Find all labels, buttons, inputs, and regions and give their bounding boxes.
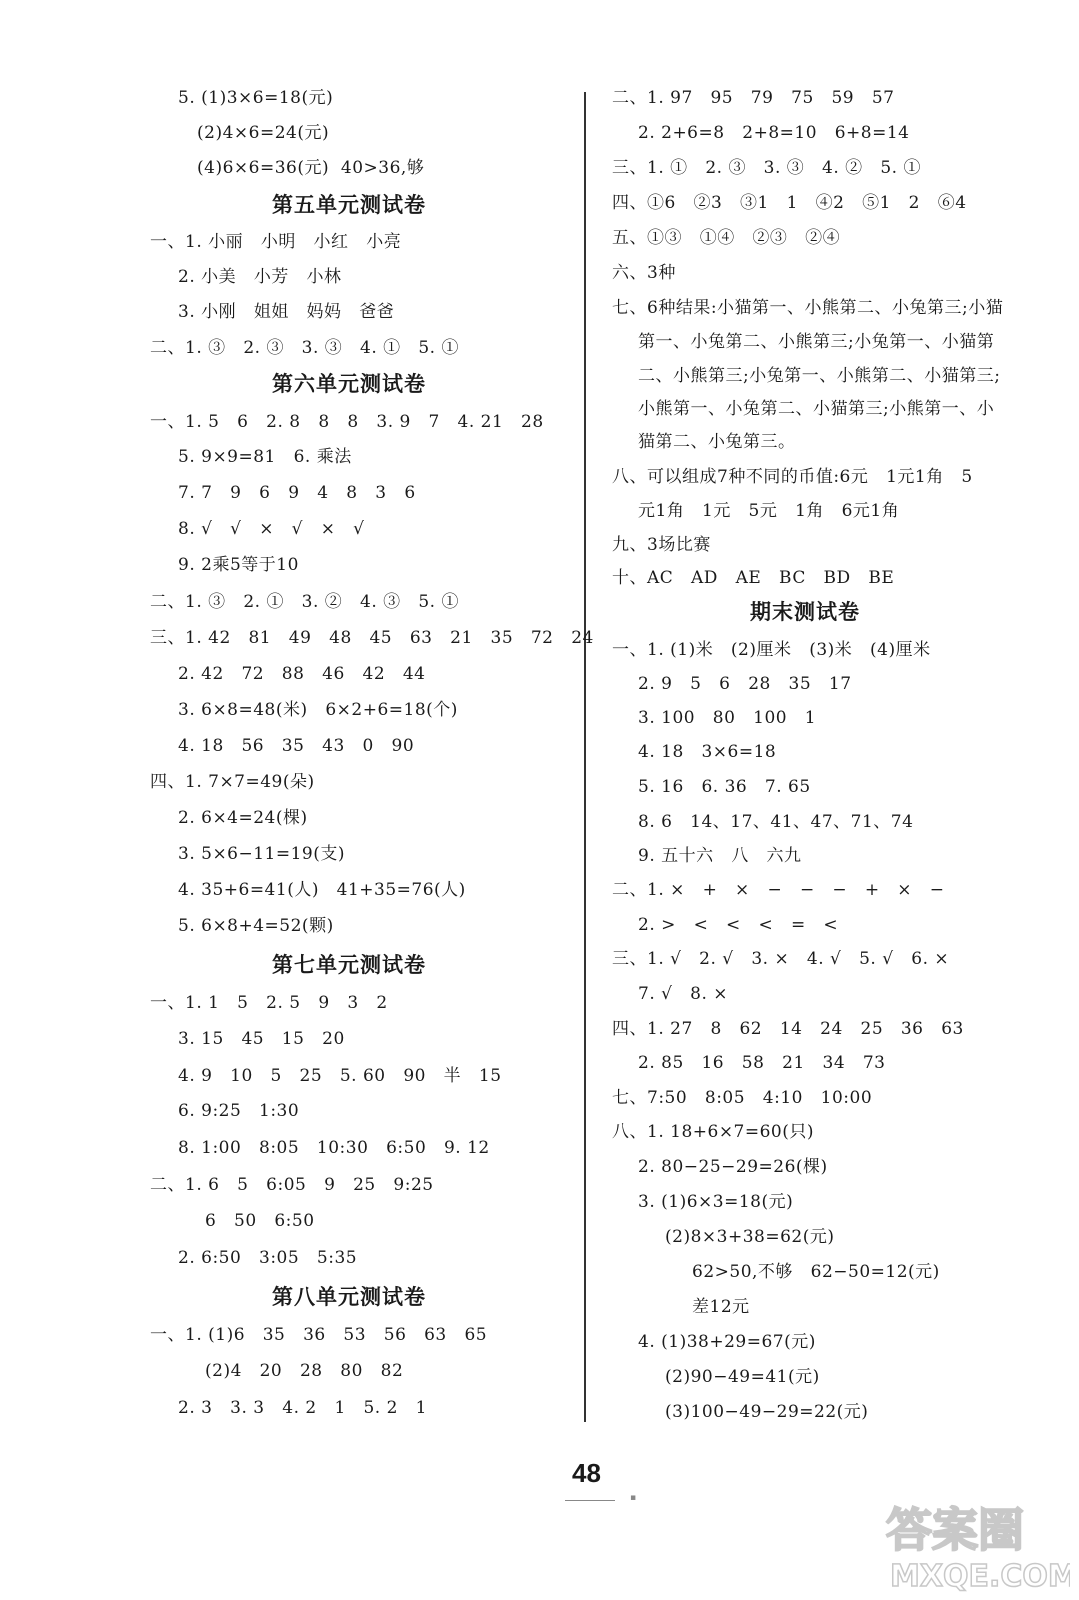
- answer-line: 5. 9×9=81 6. 乘法: [178, 447, 352, 467]
- answer-line: (2)8×3+38=62(元): [665, 1227, 835, 1247]
- answer-line: 3. 6×8=48(米) 6×2+6=18(个): [178, 700, 458, 720]
- answer-line: 八、1. 18+6×7=60(只): [612, 1122, 815, 1142]
- answer-line: 5. 16 6. 36 7. 65: [638, 777, 811, 797]
- answer-line: 猫第二、小兔第三。: [638, 432, 796, 452]
- answer-line: 2. 2+6=8 2+8=10 6+8=14: [638, 123, 910, 143]
- section-heading-unit6: 第六单元测试卷: [272, 371, 426, 396]
- answer-line: 8. √ √ × √ × √: [178, 519, 365, 539]
- answer-line: 四、1. 7×7=49(朵): [150, 772, 315, 792]
- answer-line: 三、1. √ 2. √ 3. × 4. √ 5. √ 6. ×: [612, 949, 950, 969]
- answer-line: 2. > < < < = <: [638, 915, 839, 935]
- answer-line: 小熊第一、小兔第二、小猫第三;小熊第一、小: [638, 399, 995, 419]
- answer-line: 二、1. ③ 2. ① 3. ② 4. ③ 5. ①: [150, 592, 459, 612]
- answer-line: 第一、小兔第二、小熊第三;小兔第一、小猫第: [638, 332, 995, 352]
- answer-line: (4)6×6=36(元) 40>36,够: [197, 158, 425, 178]
- answer-line: 2. 6×4=24(棵): [178, 808, 308, 828]
- answer-line: 四、1. 27 8 62 14 24 25 36 63: [612, 1019, 964, 1039]
- answer-line: 3. 小刚 姐姐 妈妈 爸爸: [178, 302, 395, 322]
- answer-line: 五、①③ ①④ ②③ ②④: [612, 228, 841, 248]
- answer-line: 一、1. (1)6 35 36 53 56 63 65: [150, 1325, 488, 1345]
- answer-line: 七、6种结果:小猫第一、小熊第二、小兔第三;小猫: [612, 298, 1004, 318]
- section-heading-unit8: 第八单元测试卷: [272, 1284, 426, 1309]
- answer-line: 十、AC AD AE BC BD BE: [612, 568, 895, 588]
- watermark-logo-icon: [880, 1488, 1070, 1593]
- answer-line: 62>50,不够 62−50=12(元): [692, 1262, 940, 1282]
- answer-line: 7. 7 9 6 9 4 8 3 6: [178, 483, 416, 503]
- answer-line: 9. 五十六 八 六九: [638, 846, 802, 866]
- answer-line: 5. 6×8+4=52(颗): [178, 916, 334, 936]
- column-divider: [584, 92, 586, 1422]
- answer-line: 三、1. 42 81 49 48 45 63 21 35 72 24: [150, 628, 594, 648]
- answer-line: 元1角 1元 5元 1角 6元1角: [638, 501, 900, 521]
- section-heading-unit7: 第七单元测试卷: [272, 952, 426, 977]
- answer-line: 2. 85 16 58 21 34 73: [638, 1053, 886, 1073]
- answer-line: 4. 18 3×6=18: [638, 742, 777, 762]
- answer-line: (2)4 20 28 80 82: [205, 1361, 404, 1381]
- answer-line: 2. 42 72 88 46 42 44: [178, 664, 426, 684]
- footer-mark: ▪: [630, 1493, 637, 1503]
- answer-line: 5. (1)3×6=18(元): [178, 88, 334, 108]
- answer-line: 9. 2乘5等于10: [178, 555, 299, 575]
- answer-line: (3)100−49−29=22(元): [665, 1402, 869, 1422]
- answer-line: 6 50 6:50: [205, 1211, 315, 1231]
- footer-rule: [565, 1500, 615, 1501]
- answer-line: 2. 6:50 3:05 5:35: [178, 1248, 358, 1268]
- answer-line: 4. (1)38+29=67(元): [638, 1332, 816, 1352]
- answer-line: 二、1. × + × − − − + × −: [612, 880, 945, 900]
- answer-line: 二、1. 6 5 6:05 9 25 9:25: [150, 1175, 434, 1195]
- answer-line: 七、7:50 8:05 4:10 10:00: [612, 1088, 873, 1108]
- answer-line: 二、小熊第三;小兔第一、小熊第二、小猫第三;: [638, 366, 1001, 386]
- answer-line: 2. 3 3. 3 4. 2 1 5. 2 1: [178, 1398, 427, 1418]
- answer-line: 4. 18 56 35 43 0 90: [178, 736, 415, 756]
- section-heading-unit5: 第五单元测试卷: [272, 192, 426, 217]
- answer-line: 2. 小美 小芳 小林: [178, 267, 342, 287]
- answer-line: 3. 100 80 100 1: [638, 708, 817, 728]
- answer-line: 8. 6 14、17、41、47、71、74: [638, 812, 914, 832]
- section-heading-final: 期末测试卷: [750, 599, 860, 624]
- answer-line: 4. 35+6=41(人) 41+35=76(人): [178, 880, 466, 900]
- answer-line: (2)90−49=41(元): [665, 1367, 820, 1387]
- answer-line: (2)4×6=24(元): [197, 123, 330, 143]
- answer-line: 3. 5×6−11=19(支): [178, 844, 346, 864]
- answer-line: 4. 9 10 5 25 5. 60 90 半 15: [178, 1066, 502, 1086]
- answer-line: 差12元: [692, 1297, 750, 1317]
- answer-line: 3. 15 45 15 20: [178, 1029, 345, 1049]
- watermark-main-text: 答案圈: [886, 1503, 1024, 1557]
- answer-line: 6. 9:25 1:30: [178, 1101, 300, 1121]
- page-number: 48: [572, 1458, 601, 1488]
- answer-line: 8. 1:00 8:05 10:30 6:50 9. 12: [178, 1138, 490, 1158]
- answer-line: 7. √ 8. ×: [638, 984, 729, 1004]
- watermark-sub-text: MXQE.COM: [890, 1559, 1070, 1593]
- answer-line: 一、1. 5 6 2. 8 8 8 3. 9 7 4. 21 28: [150, 412, 544, 432]
- answer-line: 三、1. ① 2. ③ 3. ③ 4. ② 5. ①: [612, 158, 921, 178]
- answer-line: 2. 9 5 6 28 35 17: [638, 674, 852, 694]
- answer-line: 3. (1)6×3=18(元): [638, 1192, 794, 1212]
- answer-line: 九、3场比赛: [612, 535, 711, 555]
- answer-line: 四、①6 ②3 ③1 1 ④2 ⑤1 2 ⑥4: [612, 193, 967, 213]
- answer-line: 六、3种: [612, 263, 676, 283]
- answer-line: 一、1. (1)米 (2)厘米 (3)米 (4)厘米: [612, 640, 931, 660]
- answer-line: 二、1. 97 95 79 75 59 57: [612, 88, 895, 108]
- watermark-logo: [880, 1488, 1070, 1593]
- answer-line: 一、1. 1 5 2. 5 9 3 2: [150, 993, 388, 1013]
- answer-line: 二、1. ③ 2. ③ 3. ③ 4. ① 5. ①: [150, 338, 459, 358]
- answer-line: 八、可以组成7种不同的币值:6元 1元1角 5: [612, 467, 973, 487]
- answer-line: 一、1. 小丽 小明 小红 小亮: [150, 232, 402, 252]
- answer-line: 2. 80−25−29=26(棵): [638, 1157, 828, 1177]
